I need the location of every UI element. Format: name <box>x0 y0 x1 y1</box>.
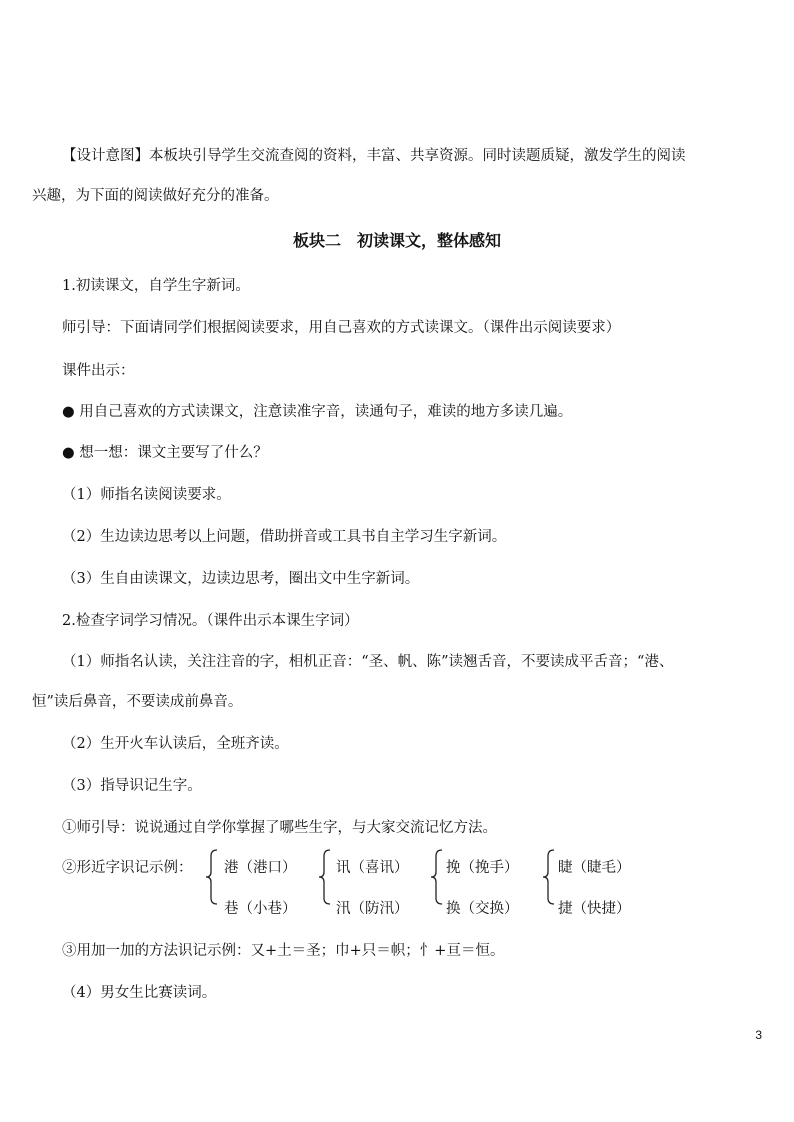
pair-3-top: 挽（挽手） <box>446 860 519 876</box>
design-intent-line-2: 兴趣，为下面的阅读做好充分的准备。 <box>32 188 279 204</box>
brace-icon <box>542 848 558 906</box>
paragraph-11: （2）生开火车认读后，全班齐读。 <box>62 736 289 752</box>
brace-icon <box>430 848 446 906</box>
paragraph-12: （3）指导识记生字。 <box>62 778 202 794</box>
paragraph-13: ①师引导：说说通过自学你掌握了哪些生字，与大家交流记忆方法。 <box>62 820 497 836</box>
paragraph-14-label: ②形近字识记示例： <box>62 860 193 876</box>
paragraph-9: 2.检查字词学习情况。（课件出示本课生字词） <box>62 613 359 629</box>
pair-4-top: 睫（睫毛） <box>558 860 631 876</box>
section-title: 板块二 初读课文，整体感知 <box>292 231 501 250</box>
paragraph-10-line-1: （1）师指名认读，关注注音的字，相机正音：“圣、帆、陈”读翘舌音，不要读成平舌音；“港、 <box>62 654 674 670</box>
pair-3-bottom: 换（交换） <box>446 901 519 917</box>
paragraph-2: 师引导：下面请同学们根据阅读要求，用自己喜欢的方式读课文。（课件出示阅读要求） <box>62 320 621 336</box>
paragraph-15: ③用加一加的方法识记示例：又+土＝圣；巾+只＝帜；忄+亘＝恒。 <box>62 943 505 959</box>
pair-1-bottom: 巷（小巷） <box>224 901 297 917</box>
brace-icon <box>205 848 221 906</box>
paragraph-7: （2）生边读边思考以上问题，借助拼音或工具书自主学习生字新词。 <box>62 529 507 545</box>
design-intent-line-1: 【设计意图】本板块引导学生交流查阅的资料，丰富、共享资源。同时读题质疑，激发学生的阅读 <box>62 148 686 164</box>
brace-icon <box>318 848 334 906</box>
pair-2-top: 讯（喜讯） <box>336 860 409 876</box>
paragraph-3: 课件出示： <box>62 363 135 379</box>
pair-2-bottom: 汛（防汛） <box>336 901 409 917</box>
paragraph-10-line-2: 恒”读后鼻音，不要读成前鼻音。 <box>32 694 243 710</box>
page-number: 3 <box>755 1028 762 1042</box>
paragraph-6: （1）师指名读阅读要求。 <box>62 487 231 503</box>
pair-4-bottom: 捷（快捷） <box>558 901 631 917</box>
bullet-item-1: ● 用自己喜欢的方式读课文，注意读准字音，读通句子，难读的地方多读几遍。 <box>62 404 573 420</box>
paragraph-16: （4）男女生比赛读词。 <box>62 985 217 1001</box>
paragraph-8: （3）生自由读课文，边读边思考，圈出文中生字新词。 <box>62 571 420 587</box>
paragraph-1: 1.初读课文，自学生字新词。 <box>62 278 250 294</box>
pair-1-top: 港（港口） <box>224 860 297 876</box>
bullet-item-2: ● 想一想：课文主要写了什么？ <box>62 445 268 461</box>
